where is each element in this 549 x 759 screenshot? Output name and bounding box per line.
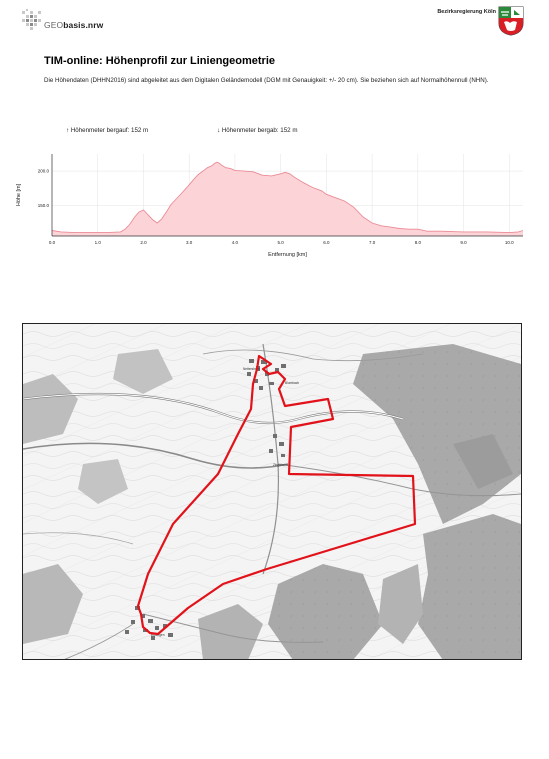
x-tick-label: 7.0 <box>368 240 376 245</box>
x-tick-label: 1.0 <box>94 240 101 245</box>
y-tick-label: 200.0 <box>37 168 49 174</box>
geobasis-logo-text <box>44 20 103 30</box>
nrw-crest-icon <box>498 6 524 36</box>
map-label-zingsheim: Zingsheim <box>273 463 288 467</box>
logo-prefix: GEO <box>44 20 64 30</box>
x-tick-label: 3.0 <box>186 240 193 245</box>
page-title: TIM-online: Höhenprofil zur Liniengeometrie <box>44 55 275 67</box>
x-axis-label: Entfernung [km] <box>268 252 307 258</box>
y-tick-label: 150.0 <box>37 202 49 208</box>
logo-suffix: basis.nrw <box>63 20 104 30</box>
x-tick-label: 9.0 <box>460 240 467 245</box>
x-tick-label: 6.0 <box>323 240 330 245</box>
descent-label: ↓ Höhenmeter bergab: 152 m <box>217 127 298 134</box>
description-text: Die Höhendaten (DHHN2016) sind abgeleitet aus dem Digitalen Geländemodell (DGM mit Genauigkeit: +/- 20 cm). Sie beziehen sich auf Normalhöhennull (NHN). <box>44 77 489 84</box>
x-tick-label: 8.0 <box>414 240 421 245</box>
map-label-blumbach: Blumbach <box>285 381 300 385</box>
x-tick-label: 10.0 <box>504 240 514 245</box>
y-axis-label: Höhe [m] <box>16 183 22 207</box>
ascent-label: ↑ Höhenmeter bergauf: 152 m <box>66 127 149 134</box>
x-tick-label: 0.0 <box>48 240 56 245</box>
authority-name: Bezirksregierung Köln <box>437 9 496 15</box>
topographic-map[interactable] <box>22 323 522 660</box>
map-label-erblingen: Erblingen <box>151 633 165 637</box>
map-label-nettersheim: Nettersheim <box>243 367 261 371</box>
x-tick-label: 2.0 <box>140 240 147 245</box>
x-tick-label: 5.0 <box>277 240 284 245</box>
elevation-profile-chart <box>0 150 549 268</box>
x-tick-label: 4.0 <box>231 240 239 245</box>
